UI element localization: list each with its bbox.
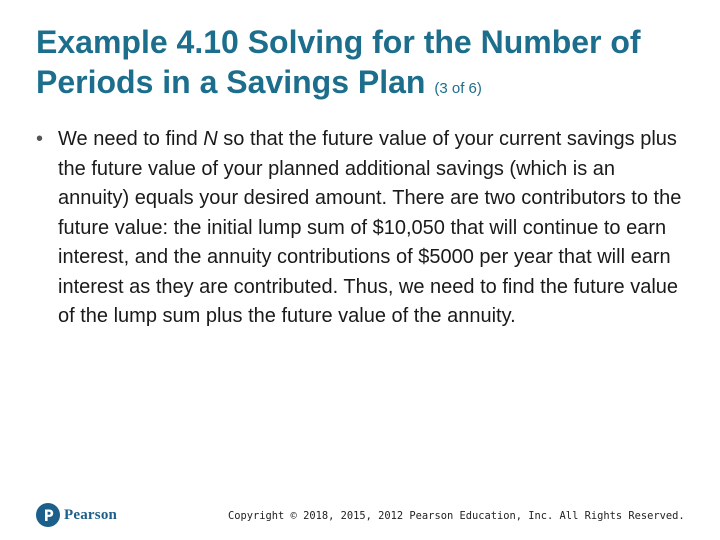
bullet-list <box>36 125 691 332</box>
slide-title-main: Example 4.10 Solving for the Number of Periods in a Savings Plan <box>36 24 641 100</box>
bullet-italic-variable: N <box>203 128 218 150</box>
slide-title-suffix: (3 of 6) <box>434 80 482 97</box>
pearson-p-logo-icon <box>36 503 60 527</box>
bullet-text-before: We need to find <box>58 128 204 150</box>
slide-title <box>36 22 686 109</box>
bullet-item <box>36 125 691 332</box>
bullet-text-after: so that the future value of your current savings plus the future value of your planned additional savings (which is an annuity) equals your desired amount. There are two contributors to the future value: the initial lump sum of $10,050 that will continue to earn interest, and the annuity contributions of $5000 per year that will earn interest as they are contributed. Thus, we need to find the future value of the lump sum plus the future value of the annuity. <box>58 128 682 327</box>
pearson-logo <box>36 503 117 527</box>
pearson-logo-text: Pearson <box>64 506 118 523</box>
copyright-notice: Copyright © 2018, 2015, 2012 Pearson Education, Inc. All Rights Reserved. <box>228 510 685 522</box>
bullet-marker: • <box>36 128 44 150</box>
